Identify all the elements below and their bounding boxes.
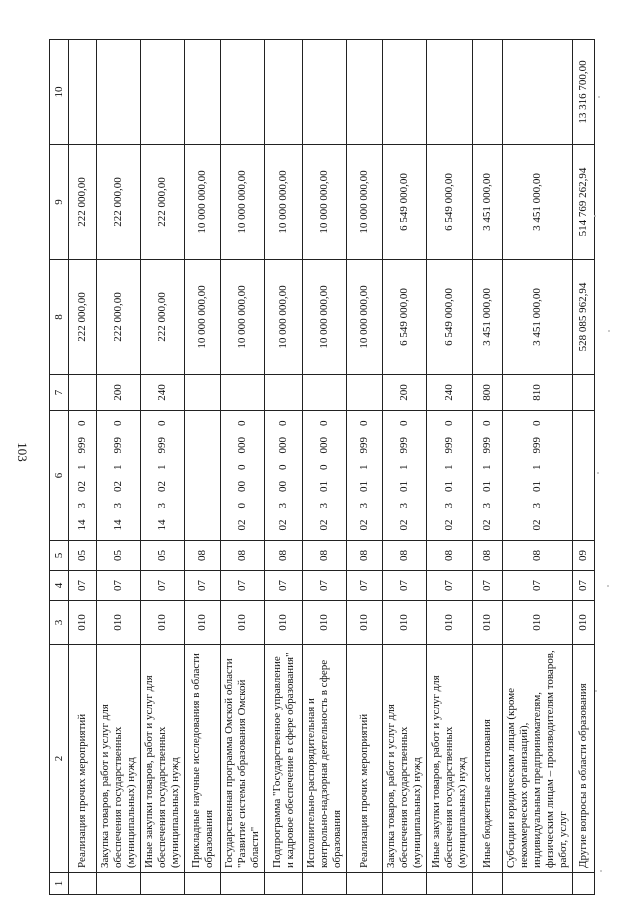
target-article-cell (573, 411, 595, 541)
target-article-part: 000 (236, 437, 248, 454)
row-name-cell: Реализация прочих мероприятий (69, 645, 97, 873)
expense-type-cell (185, 375, 221, 411)
code-cell: 010 (265, 601, 303, 645)
amount-col10-cell: 13 316 700,00 (573, 40, 595, 145)
section-cell: 07 (503, 571, 573, 601)
amount-col9-cell: 10 000 000,00 (303, 145, 347, 260)
expense-type-cell (347, 375, 383, 411)
amount-col10-cell (427, 40, 473, 145)
target-article-part: 02 (398, 519, 410, 531)
target-article-part: 14 (76, 519, 88, 531)
subsection-cell: 05 (97, 541, 141, 571)
row-number-cell (69, 873, 97, 895)
target-article-part: 999 (76, 437, 88, 454)
target-article-part: 000 (277, 437, 289, 454)
amount-col8-cell: 528 085 962,94 (573, 260, 595, 375)
table-row (427, 40, 473, 895)
amount-col9-cell: 6 549 000,00 (427, 145, 473, 260)
amount-col9-cell: 10 000 000,00 (221, 145, 265, 260)
amount-col8-cell: 222 000,00 (141, 260, 185, 375)
amount-col9-cell: 10 000 000,00 (265, 145, 303, 260)
row-number-cell (503, 873, 573, 895)
expense-type-cell (573, 375, 595, 411)
amount-col10-cell (503, 40, 573, 145)
target-article-part: 01 (398, 481, 410, 492)
amount-col9-cell: 10 000 000,00 (185, 145, 221, 260)
page-number: 103 (15, 442, 30, 462)
target-article-part: 02 (531, 519, 543, 531)
target-article-part: 01 (531, 481, 543, 492)
target-article-part: 02 (76, 481, 88, 492)
code-cell: 010 (221, 601, 265, 645)
column-header: 10 (50, 40, 69, 145)
row-name-cell: Иные закупки товаров, работ и услуг для обеспечения государственных (муниципальных) нужд (141, 645, 185, 873)
target-article-part: 1 (398, 464, 410, 470)
column-header: 8 (50, 260, 69, 375)
amount-col10-cell (347, 40, 383, 145)
amount-col10-cell (303, 40, 347, 145)
target-article-part: 02 (481, 519, 493, 531)
code-cell: 010 (473, 601, 503, 645)
target-article-part: 14 (156, 519, 168, 531)
row-name-cell: Закупка товаров, работ и услуг для обеспечения государственных (муниципальных) нужд (383, 645, 427, 873)
section-cell: 07 (265, 571, 303, 601)
target-article-part: 3 (358, 503, 370, 509)
table-row (69, 40, 97, 895)
section-cell: 07 (221, 571, 265, 601)
target-article-part: 02 (443, 519, 455, 531)
target-article-part: 1 (531, 464, 543, 470)
amount-col8-cell: 3 451 000,00 (473, 260, 503, 375)
target-article-part: 0 (318, 420, 330, 426)
table-row (383, 40, 427, 895)
target-article-part: 999 (112, 437, 124, 454)
amount-col8-cell: 10 000 000,00 (221, 260, 265, 375)
target-article-part: 999 (531, 437, 543, 454)
amount-col10-cell (141, 40, 185, 145)
target-article-part: 00 (277, 481, 289, 492)
target-article-part: 0 (358, 420, 370, 426)
subsection-cell: 08 (185, 541, 221, 571)
target-article-part: 999 (358, 437, 370, 454)
code-cell: 010 (303, 601, 347, 645)
row-number-cell (221, 873, 265, 895)
target-article-part: 01 (443, 481, 455, 492)
target-article-cell (141, 411, 185, 541)
target-article-cell (265, 411, 303, 541)
target-article-part: 999 (398, 437, 410, 454)
row-name-cell: Подпрограмма "Государственное управление и кадровое обеспечение в сфере образования" (265, 645, 303, 873)
target-article-part: 0 (443, 420, 455, 426)
column-header: 3 (50, 601, 69, 645)
section-cell: 07 (383, 571, 427, 601)
target-article-part: 0 (156, 420, 168, 426)
target-article-part: 0 (236, 464, 248, 470)
expense-type-cell: 240 (427, 375, 473, 411)
amount-col10-cell (221, 40, 265, 145)
scan-speck (594, 215, 596, 217)
row-number-cell (347, 873, 383, 895)
target-article-cell (303, 411, 347, 541)
table-row (573, 40, 595, 895)
column-header: 9 (50, 145, 69, 260)
target-article-cell (97, 411, 141, 541)
row-name-cell: Реализация прочих мероприятий (347, 645, 383, 873)
section-cell: 07 (141, 571, 185, 601)
amount-col8-cell: 10 000 000,00 (347, 260, 383, 375)
target-article-part: 01 (481, 481, 493, 492)
amount-col9-cell: 514 769 262,94 (573, 145, 595, 260)
amount-col10-cell (265, 40, 303, 145)
subsection-cell: 08 (383, 541, 427, 571)
target-article-part: 0 (112, 420, 124, 426)
scan-speck (608, 330, 610, 332)
target-article-part: 0 (76, 420, 88, 426)
table-row (265, 40, 303, 895)
row-number-cell (97, 873, 141, 895)
target-article-part: 3 (398, 503, 410, 509)
code-cell: 010 (69, 601, 97, 645)
amount-col10-cell (97, 40, 141, 145)
expense-type-cell (221, 375, 265, 411)
target-article-part: 02 (277, 519, 289, 531)
target-article-cell (427, 411, 473, 541)
amount-col10-cell (383, 40, 427, 145)
subsection-cell: 09 (573, 541, 595, 571)
table-row (97, 40, 141, 895)
target-article-part: 02 (156, 481, 168, 492)
row-number-cell (473, 873, 503, 895)
subsection-cell: 08 (303, 541, 347, 571)
code-cell: 010 (383, 601, 427, 645)
target-article-part: 02 (112, 481, 124, 492)
rotated-page (49, 40, 589, 895)
amount-col9-cell: 3 451 000,00 (473, 145, 503, 260)
section-cell: 07 (97, 571, 141, 601)
amount-col8-cell: 222 000,00 (97, 260, 141, 375)
table-row (303, 40, 347, 895)
amount-col8-cell: 10 000 000,00 (185, 260, 221, 375)
column-header: 5 (50, 541, 69, 571)
subsection-cell: 08 (221, 541, 265, 571)
subsection-cell: 05 (141, 541, 185, 571)
table-row (221, 40, 265, 895)
amount-col8-cell: 6 549 000,00 (383, 260, 427, 375)
row-number-cell (141, 873, 185, 895)
target-article-part: 01 (318, 481, 330, 492)
scan-speck (600, 870, 602, 872)
target-article-part: 0 (236, 503, 248, 509)
row-name-cell: Прикладные научные исследования в области образования (185, 645, 221, 873)
section-cell: 07 (573, 571, 595, 601)
expense-type-cell (69, 375, 97, 411)
amount-col9-cell: 222 000,00 (69, 145, 97, 260)
amount-col8-cell: 222 000,00 (69, 260, 97, 375)
budget-table (49, 39, 595, 895)
expense-type-cell: 200 (97, 375, 141, 411)
amount-col9-cell: 10 000 000,00 (347, 145, 383, 260)
section-cell: 07 (427, 571, 473, 601)
target-article-cell (69, 411, 97, 541)
row-name-cell: Другие вопросы в области образования (573, 645, 595, 873)
table-row (347, 40, 383, 895)
target-article-part: 3 (531, 503, 543, 509)
subsection-cell: 08 (427, 541, 473, 571)
section-cell: 07 (303, 571, 347, 601)
subsection-cell: 08 (265, 541, 303, 571)
code-cell: 010 (427, 601, 473, 645)
target-article-part: 0 (531, 420, 543, 426)
table-row (141, 40, 185, 895)
amount-col9-cell: 6 549 000,00 (383, 145, 427, 260)
target-article-part: 1 (76, 464, 88, 470)
target-article-part: 1 (156, 464, 168, 470)
target-article-part: 1 (112, 464, 124, 470)
code-cell: 010 (347, 601, 383, 645)
target-article-part: 0 (236, 420, 248, 426)
column-header: 6 (50, 411, 69, 541)
expense-type-cell: 240 (141, 375, 185, 411)
target-article-part: 00 (236, 481, 248, 492)
amount-col10-cell (185, 40, 221, 145)
row-number-cell (383, 873, 427, 895)
target-article-part: 999 (481, 437, 493, 454)
code-cell: 010 (141, 601, 185, 645)
expense-type-cell: 200 (383, 375, 427, 411)
amount-col8-cell: 6 549 000,00 (427, 260, 473, 375)
amount-col8-cell: 10 000 000,00 (303, 260, 347, 375)
target-article-part: 0 (277, 464, 289, 470)
row-number-cell (185, 873, 221, 895)
scan-speck (595, 690, 597, 692)
row-name-cell: Закупка товаров, работ и услуг для обеспечения государственных (муниципальных) нужд (97, 645, 141, 873)
expense-type-cell (303, 375, 347, 411)
section-cell: 07 (185, 571, 221, 601)
target-article-part: 3 (277, 503, 289, 509)
target-article-cell (383, 411, 427, 541)
row-name-cell: Исполнительно-распорядительная и контрольно-надзорная деятельность в сфере образования (303, 645, 347, 873)
row-name-cell: Государственная программа Омской области "Развитие системы образования Омской области" (221, 645, 265, 873)
row-name-cell: Иные бюджетные ассигнования (473, 645, 503, 873)
expense-type-cell: 800 (473, 375, 503, 411)
target-article-part: 3 (76, 503, 88, 509)
expense-type-cell: 810 (503, 375, 573, 411)
section-cell: 07 (347, 571, 383, 601)
section-cell: 07 (69, 571, 97, 601)
target-article-part: 999 (156, 437, 168, 454)
column-header: 7 (50, 375, 69, 411)
table-row (473, 40, 503, 895)
target-article-part: 01 (358, 481, 370, 492)
row-number-cell (573, 873, 595, 895)
header-row (50, 40, 69, 895)
target-article-part: 3 (112, 503, 124, 509)
target-article-part: 02 (358, 519, 370, 531)
row-name-cell: Субсидии юридическим лицам (кроме некоммерческих организаций), индивидуальным предпринимателям, физическим лицам – производителям товаров, работ, услуг (503, 645, 573, 873)
target-article-part: 3 (443, 503, 455, 509)
target-article-part: 14 (112, 519, 124, 531)
target-article-part: 000 (318, 437, 330, 454)
row-number-cell (303, 873, 347, 895)
target-article-cell (347, 411, 383, 541)
target-article-part: 0 (318, 464, 330, 470)
target-article-cell (221, 411, 265, 541)
target-article-part: 0 (277, 420, 289, 426)
column-header: 4 (50, 571, 69, 601)
subsection-cell: 08 (503, 541, 573, 571)
table-row (503, 40, 573, 895)
target-article-part: 3 (318, 503, 330, 509)
target-article-part: 02 (236, 519, 248, 531)
amount-col9-cell: 222 000,00 (97, 145, 141, 260)
row-number-cell (265, 873, 303, 895)
amount-col10-cell (473, 40, 503, 145)
code-cell: 010 (97, 601, 141, 645)
target-article-part: 999 (443, 437, 455, 454)
target-article-part: 1 (443, 464, 455, 470)
row-number-cell (427, 873, 473, 895)
amount-col8-cell: 10 000 000,00 (265, 260, 303, 375)
table-row (185, 40, 221, 895)
target-article-cell (503, 411, 573, 541)
amount-col10-cell (69, 40, 97, 145)
column-header: 1 (50, 873, 69, 895)
code-cell: 010 (185, 601, 221, 645)
amount-col9-cell: 3 451 000,00 (503, 145, 573, 260)
section-cell: 07 (473, 571, 503, 601)
expense-type-cell (265, 375, 303, 411)
code-cell: 010 (573, 601, 595, 645)
amount-col9-cell: 222 000,00 (141, 145, 185, 260)
target-article-part: 0 (398, 420, 410, 426)
target-article-part: 0 (481, 420, 493, 426)
target-article-cell (473, 411, 503, 541)
row-name-cell: Иные закупки товаров, работ и услуг для обеспечения государственных (муниципальных) нужд (427, 645, 473, 873)
code-cell: 010 (503, 601, 573, 645)
target-article-part: 1 (358, 464, 370, 470)
target-article-part: 02 (318, 519, 330, 531)
subsection-cell: 08 (473, 541, 503, 571)
scan-speck (598, 96, 600, 98)
column-header: 2 (50, 645, 69, 873)
target-article-part: 1 (481, 464, 493, 470)
target-article-part: 3 (156, 503, 168, 509)
scan-speck (607, 585, 609, 587)
scan-speck (597, 472, 599, 474)
subsection-cell: 05 (69, 541, 97, 571)
target-article-part: 3 (481, 503, 493, 509)
subsection-cell: 08 (347, 541, 383, 571)
target-article-cell (185, 411, 221, 541)
amount-col8-cell: 3 451 000,00 (503, 260, 573, 375)
